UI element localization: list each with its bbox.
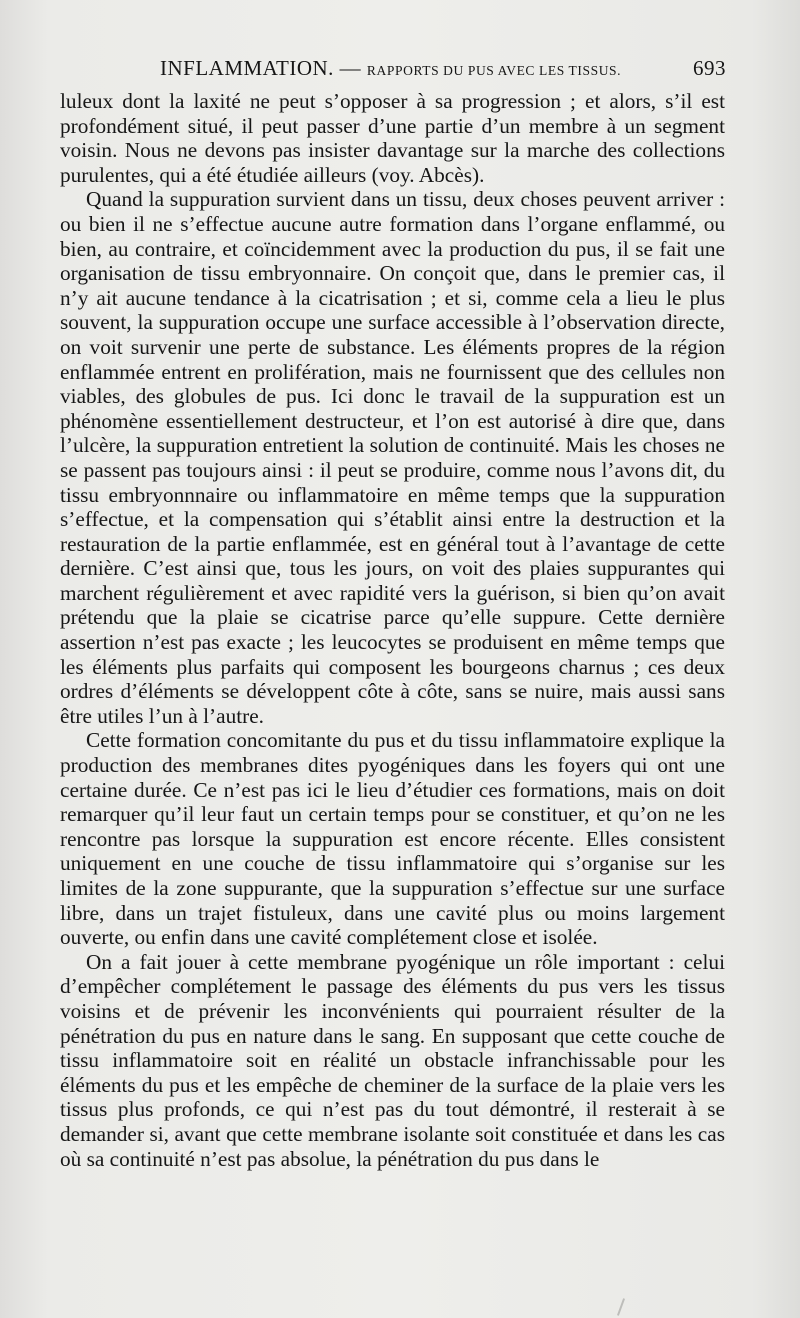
- running-head-title: INFLAMMATION.: [160, 56, 334, 80]
- body-text: [60, 89, 725, 1171]
- paragraph-2: Quand la suppuration survient dans un tissu, deux choses peuvent arriver : ou bien il ne s’effectue aucune autre formation dans l’organe enflammé, ou bien, au contraire, et coïncidemment avec la production du pus, il se fait une organisation de tissu embryonnaire. On conçoit que, dans le premier cas, il n’y ait aucune tendance à la cicatrisation ; et si, comme cela a lieu le plus souvent, la suppuration occupe une surface accessible à l’observation directe, on voit survenir une perte de substance. Les éléments propres de la région enflammée entrent en prolifération, mais ne fournissent que des cellules non viables, des globules de pus. Ici donc le travail de la suppuration est un phénomène essentiellement destructeur, et l’on est autorisé à dire que, dans l’ulcère, la suppuration entretient la solution de continuité. Mais les choses ne se passent pas toujours ainsi : il peut se produire, comme nous l’avons dit, du tissu embryonnnaire ou inflammatoire en même temps que la suppuration s’effectue, et la compensation qui s’établit ainsi entre la destruction et la restauration de la partie enflammée, est en général tout à l’avantage de cette dernière. C’est ainsi que, tous les jours, on voit des plaies suppurantes qui marchent régulièrement et avec rapidité vers la guérison, si bien qu’on avait prétendu que la plaie se cicatrise parce qu’elle suppure. Cette dernière assertion n’est pas exacte ; les leucocytes se produisent en même temps que les éléments plus parfaits qui composent les bourgeons charnus ; ces deux ordres d’éléments se développent côte à côte, sans se nuire, mais aussi sans être utiles l’un à l’autre.: [60, 187, 725, 728]
- scan-mark: [617, 1298, 625, 1316]
- page-number: 693: [693, 56, 726, 80]
- running-head-dash: —: [339, 56, 362, 80]
- paragraph-1: luleux dont la laxité ne peut s’opposer à sa progression ; et alors, s’il est profondément situé, il peut passer d’une partie d’un membre à un segment voisin. Nous ne devons pas insister davantage sur la marche des collections purulentes, qui a été étudiée ailleurs (voy. Abcès).: [60, 89, 725, 187]
- running-head: [160, 56, 726, 86]
- running-head-title-group: [160, 56, 621, 81]
- paragraph-4: On a fait jouer à cette membrane pyogénique un rôle important : celui d’empêcher complétement le passage des éléments du pus vers les tissus voisins et de prévenir les inconvénients qui pourraient résulter de la pénétration du pus en nature dans le sang. En supposant que cette couche de tissu inflammatoire soit en réalité un obstacle infranchissable pour les éléments du pus et les empêche de cheminer de la surface de la plaie vers les tissus plus profonds, ce qui n’est pas du tout démontré, il resterait à se demander si, avant que cette membrane isolante soit constituée et dans les cas où sa continuité n’est pas absolue, la pénétration du pus dans le: [60, 949, 725, 1171]
- running-head-subtitle: RAPPORTS DU PUS AVEC LES TISSUS.: [366, 63, 622, 78]
- paragraph-3: Cette formation concomitante du pus et du tissu inflammatoire explique la production des membranes dites pyogéniques dans les foyers qui ont une certaine durée. Ce n’est pas ici le lieu d’étudier ces formations, mais on doit remarquer qu’il leur faut un certain temps pour se constituer, et qu’on ne les rencontre pas lorsque la suppuration est encore récente. Elles consistent uniquement en une couche de tissu inflammatoire qui s’organise sur les limites de la zone suppurante, que la suppuration s’effectue sur une surface libre, dans un trajet fistuleux, dans une cavité plus ou moins largement ouverte, ou enfin dans une cavité complétement close et isolée.: [60, 728, 725, 950]
